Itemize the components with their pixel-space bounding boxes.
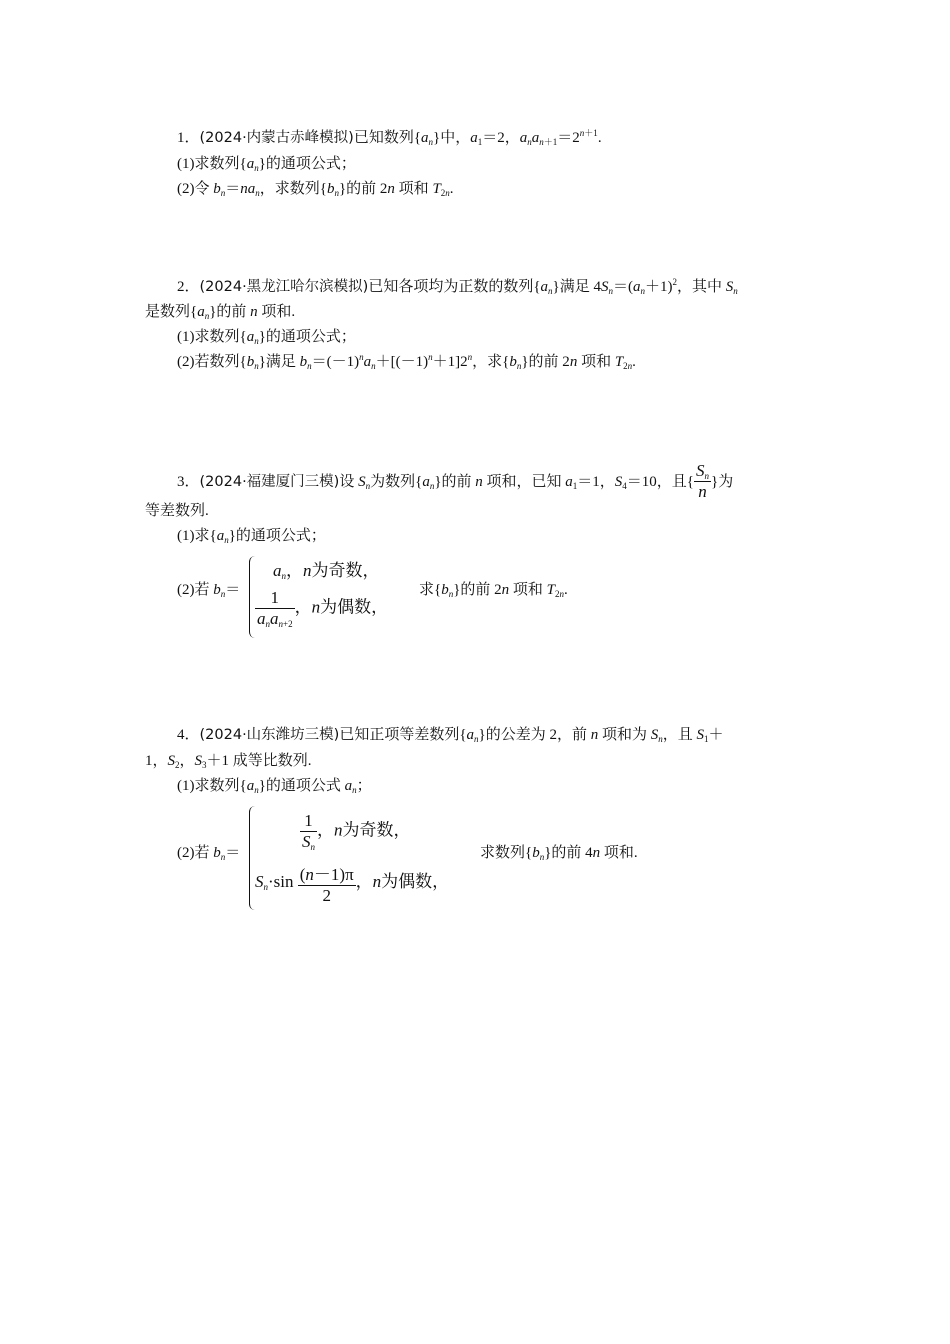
problem-number: 2． xyxy=(177,279,200,295)
problem-source: (2024·福建厦门三模) xyxy=(199,473,340,490)
problem-1-stem: 1．(2024·内蒙古赤峰模拟)已知数列$\{a_n\}$中，$a_1=2$，$a_na_{n+1}=2^{n+1}$. xyxy=(177,128,602,147)
case-even: $\frac{1}{a_na_{n+2}}$ ，n为偶数， xyxy=(257,588,389,629)
problem-3-part-2-suffix: 求$\{b_n\}$的前 2n 项和 $T_{2n}$. xyxy=(419,582,568,599)
problem-1-part-2: (2)令 $b_n=na_n$，求数列$\{b_n\}$的前 2n 项和 $T_{2n}$. xyxy=(177,181,454,198)
problem-source: (2024·山东潍坊三模) xyxy=(199,727,340,743)
problem-4-stem: 4．(2024·山东潍坊三模)已知正项等差数列$\{a_n\}$的公差为 2，前 n 项和为 $S_n$，且 $S_1+$ xyxy=(177,727,724,744)
problem-number: 1． xyxy=(177,130,200,146)
case-odd: $\frac{1}{S_n}$ ，n为奇数， xyxy=(302,811,411,852)
sn-over-n-fraction: $\frac{S_n}{n}$ xyxy=(696,461,709,501)
problem-4-part-1: (1)求数列$\{a_n\}$的通项公式 $a_n$； xyxy=(177,778,372,795)
problem-2-part-2: (2)若数列$\{b_n\}$满足 $b_n=(-1)^na_n+[(-1)^n+1]2^n$，求$\{b_n\}$的前 2n 项和 $T_{2n}$. xyxy=(177,352,636,371)
reciprocal-fraction: $\frac{1}{a_na_{n+2}}$ xyxy=(257,588,293,629)
problem-2-stem-cont: 是数列$\{a_n\}$的前 n 项和. xyxy=(145,304,296,321)
case-even: $S_n\cdot\sin$ $\frac{(n-1)\pi}{2}$ ，n为偶数， xyxy=(255,860,449,906)
problem-3-stem: 3．(2024·福建厦门三模)设 $S_n$为数列$\{a_n\}$的前 n 项和，已知 $a_1=1$，$S_4=10$，且{ $\frac{S_n}{n}$ }为 xyxy=(177,461,734,501)
problem-4-part-2-prefix: (2)若 $b_n=$ xyxy=(177,845,241,862)
problem-number: 3． xyxy=(177,473,200,490)
problem-1-part-1: (1)求数列$\{a_n\}$的通项公式； xyxy=(177,156,356,173)
problem-source: (2024·黑龙江哈尔滨模拟) xyxy=(199,279,369,295)
problem-4-stem-cont: 1，$S_2$，$S_3+1$ 成等比数列. xyxy=(145,753,312,770)
case-odd: $a_n$，n为奇数， xyxy=(273,561,380,581)
sin-argument-fraction: $\frac{(n-1)\pi}{2}$ xyxy=(299,865,354,905)
problem-4-part-2-suffix: 求数列$\{b_n\}$的前 4n 项和. xyxy=(480,845,638,862)
problem-3-stem-cont: 等差数列. xyxy=(145,503,209,519)
problem-3-part-1: (1)求$\{a_n\}$的通项公式； xyxy=(177,528,326,545)
problem-2-stem: 2．(2024·黑龙江哈尔滨模拟)已知各项均为正数的数列$\{a_n\}$满足 $4S_n=(a_n+1)^2$，其中 $S_n$ xyxy=(177,277,738,296)
problem-source: (2024·内蒙古赤峰模拟) xyxy=(199,130,354,146)
problem-2-part-1: (1)求数列$\{a_n\}$的通项公式； xyxy=(177,329,356,346)
problem-number: 4． xyxy=(177,727,200,743)
problem-3-part-2-prefix: (2)若 $b_n=$ xyxy=(177,582,241,599)
one-over-sn-fraction: $\frac{1}{S_n}$ xyxy=(302,811,315,852)
